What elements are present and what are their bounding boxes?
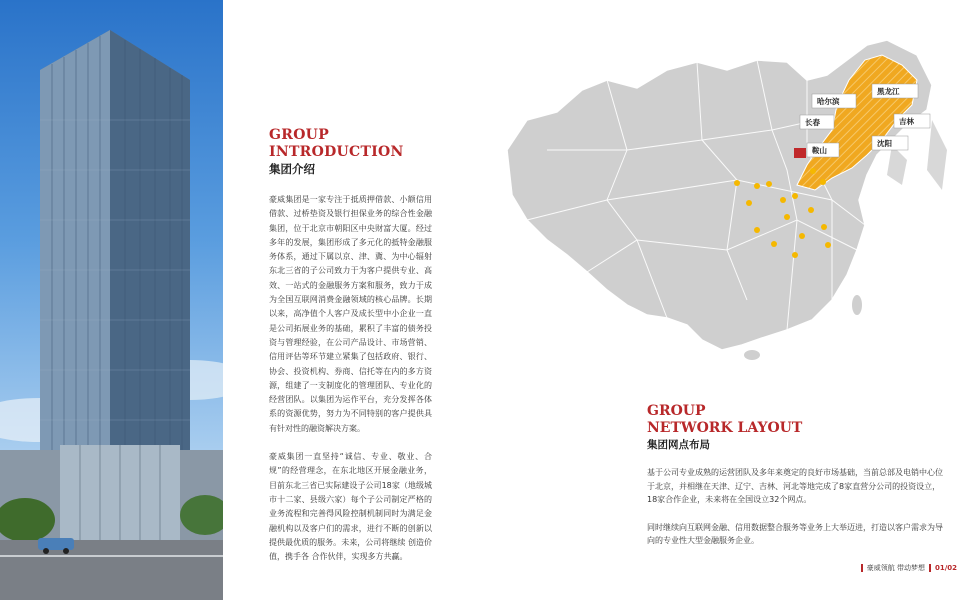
intro-title-en bbox=[269, 127, 404, 161]
network-title-cn: 集团网点布局 bbox=[647, 439, 710, 451]
page-number: 01/02 bbox=[934, 564, 957, 572]
page-footer bbox=[861, 563, 957, 573]
network-body bbox=[647, 466, 947, 562]
footer-slogan: 豪威领航 带动梦想 bbox=[866, 564, 925, 572]
city-jilin: 吉林 bbox=[899, 117, 914, 126]
intro-title-line1: GROUP bbox=[269, 127, 330, 143]
china-map bbox=[487, 0, 977, 380]
footer-accent-bar-2 bbox=[929, 564, 931, 572]
intro-paragraph-2: 豪威集团一直坚持“诚信、专业、敬业、合规”的经营理念，在东北地区开展金融业务，目前东北三省已实际建设子公司18家（地级城市十二家、县级六家）每个子公司制定严格的业务流程和完善得风险控制机制同时为满足金融机构以及客户们的需求，进行不断的创新以提供最优质的服务。未来，公司将继续 创造价值，携手各 合作伙伴，实现多方共赢。 bbox=[269, 452, 432, 562]
intro-body bbox=[269, 193, 432, 578]
city-shenyang: 沈阳 bbox=[877, 139, 892, 148]
intro-title-line2: INTRODUCTION bbox=[269, 144, 404, 160]
building-photo bbox=[0, 0, 223, 600]
network-paragraph-2: 同时继续向互联网金融、信用数据整合服务等业务上大举迈进，打造以客户需求为导向的专业性大型金融服务企业。 bbox=[647, 522, 943, 545]
network-title-line1: GROUP bbox=[647, 403, 706, 419]
network-title-line2: NETWORK LAYOUT bbox=[647, 420, 803, 436]
intro-title-cn: 集团介绍 bbox=[269, 162, 315, 176]
network-paragraph-1: 基于公司专业成熟的运营团队及多年来奠定的良好市场基础，当前总部及电销中心位于北京，并相继在天津、辽宁、吉林、河北等地完成了8家直营分公司的投资设立，18家合作企业，未来将在全国设立32个网点。 bbox=[647, 468, 943, 504]
intro-paragraph-1: 豪威集团是一家专注于抵质押借款、小额信用借款、过桥垫资及银行担保业务的综合性金融集团，位于北京市朝阳区中央财富大厦。经过多年的发展，集团形成了多元化的抵特金融服务体系，通过下属以京、津、冀、为中心辐射东北三省的子公司致力于为客户提供专业、高效、一站式的金融服务方案和服务，致力于成为全国互联网消费金融领域的核心品牌。长期以来，高净值个人客户及成长型中小企业一直是公司拓展业务的基础，累积了丰富的债务投资与管理经验，在公司产品设计、市场营销、信用评估等环节建立紧集了包括政府、银行、协会、投资机构、券商、信托等在内的多方资源，组建了一支制度化的管理团队、专业化的经营团队。以集团为运作平台，充分发挥各体系的资源优势，努力为不同特别的客户提供具有针对性的融资解决方案。 bbox=[269, 195, 432, 433]
city-heilongjiang: 黑龙江 bbox=[877, 87, 900, 96]
city-anshan: 鞍山 bbox=[812, 146, 827, 155]
anshan-marker bbox=[794, 148, 806, 158]
network-title-en bbox=[647, 403, 802, 437]
city-changchun: 长春 bbox=[805, 118, 820, 127]
footer-accent-bar bbox=[861, 564, 863, 572]
city-harbin: 哈尔滨 bbox=[817, 97, 840, 106]
